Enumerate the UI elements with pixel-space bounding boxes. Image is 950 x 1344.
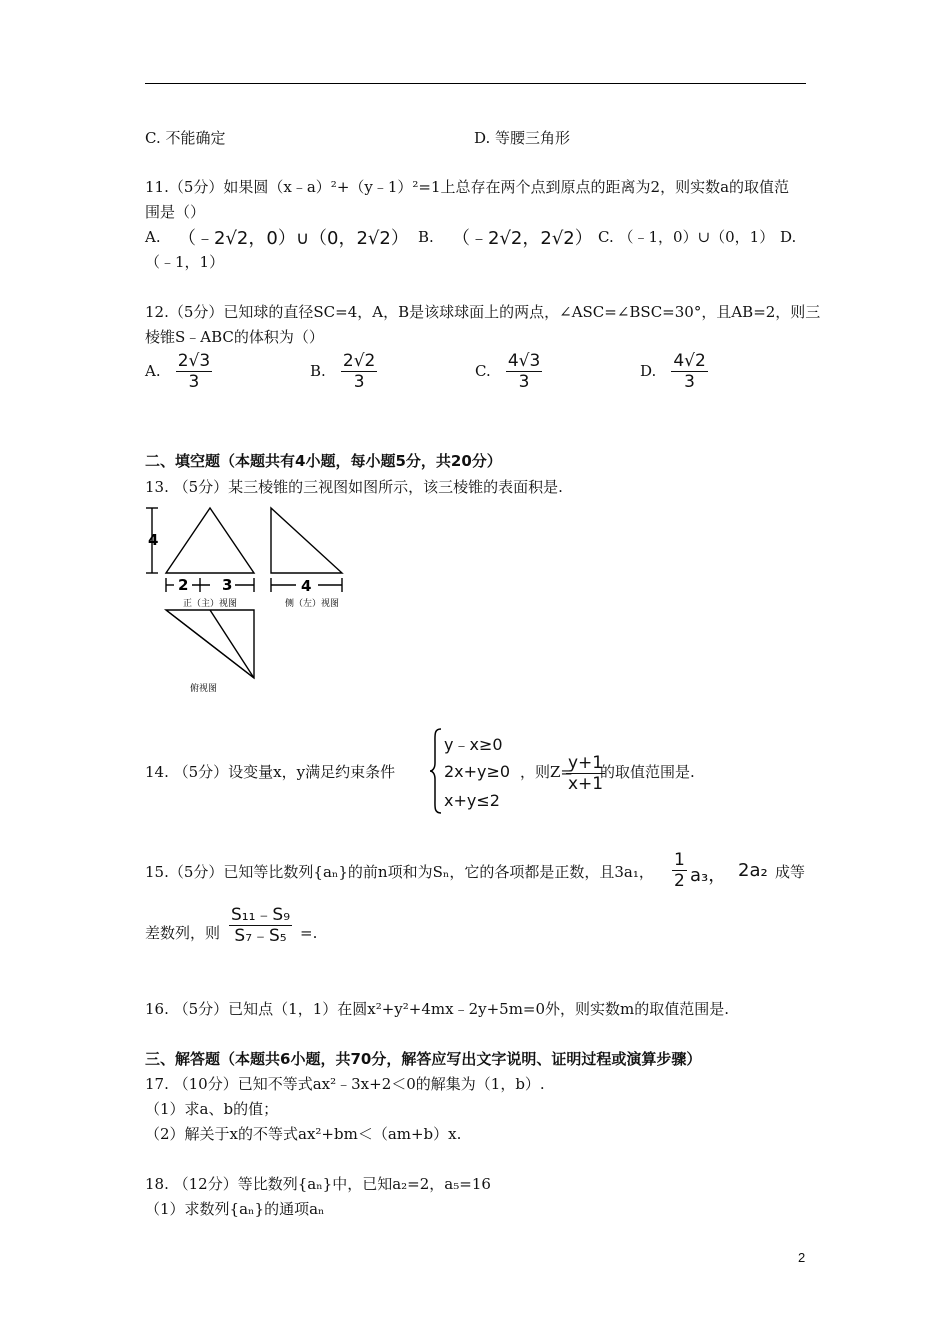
numerator: 1	[674, 850, 685, 870]
option-label: A.	[145, 362, 161, 380]
denominator: 3	[518, 372, 530, 392]
header-rule	[145, 83, 806, 84]
page-number: 2	[798, 1250, 806, 1265]
q15-line2-suffix: =.	[300, 924, 318, 942]
option-fraction	[671, 352, 707, 391]
q13-three-view-figure	[140, 500, 360, 695]
numerator: 2√2	[342, 351, 376, 371]
q14-constraint-1: y﹣x≥0	[444, 735, 503, 754]
q12-stem-line1: 12.（5分）已知球的直径SC=4，A，B是该球球面上的两点，∠ASC=∠BSC=30°，且AB=2，则三	[145, 303, 821, 321]
front-view	[146, 508, 254, 592]
option-fraction	[506, 352, 542, 391]
q12-stem-line2: 棱锥S﹣ABC的体积为（）	[145, 328, 324, 346]
q18-part-1: （1）求数列{aₙ}的通项aₙ	[145, 1200, 325, 1218]
section-2-heading: 二、填空题（本题共有4小题，每小题5分，共20分）	[145, 452, 502, 470]
q11-option-a-expr: （﹣2√2，0）∪（0，2√2）	[178, 228, 409, 249]
q17-stem: 17. （10分）已知不等式ax²﹣3x+2＜0的解集为（1，b）.	[145, 1075, 545, 1093]
numerator: 4√3	[507, 351, 541, 371]
q11-option-c: C. （﹣1，0）∪（0，1）	[598, 228, 775, 246]
denominator: 3	[188, 372, 200, 392]
denominator: S₇﹣S₅	[234, 926, 287, 946]
q12-option-d	[640, 352, 708, 391]
q14-mid-text: ，则Z=	[520, 763, 573, 781]
q11-stem-line2: 围是（）	[145, 203, 206, 221]
denominator: 2	[674, 871, 685, 891]
q15-line2-prefix: 差数列，则	[145, 924, 221, 942]
q13-stem: 13. （5分）某三棱锥的三视图如图所示，该三棱锥的表面积是.	[145, 478, 563, 496]
q16-stem: 16. （5分）已知点（1，1）在圆x²+y²+4mx﹣2y+5m=0外，则实数m的取值范围是.	[145, 1000, 730, 1018]
numerator: 4√2	[673, 351, 706, 371]
dim-side-label: 4	[301, 577, 312, 595]
system-brace-icon	[428, 727, 444, 815]
q12-option-b	[310, 352, 377, 391]
option-label: D.	[640, 362, 657, 380]
denominator: 3	[353, 372, 365, 392]
front-view-caption: 正（主）视图	[183, 599, 238, 609]
q11-option-b-expr: （﹣2√2，2√2）	[452, 228, 593, 249]
numerator: y+1	[568, 753, 604, 773]
option-fraction	[341, 352, 377, 391]
numerator: 2√3	[177, 351, 211, 371]
q12-option-a	[145, 352, 212, 391]
q15-2a2: 2a₂	[738, 860, 768, 881]
q14-suffix: 的取值范围是.	[600, 763, 695, 781]
option-label: B.	[310, 362, 326, 380]
q15-stem-part1: 15.（5分）已知等比数列{aₙ}的前n项和为Sₙ，它的各项都是正数，且3a₁，	[145, 863, 654, 881]
q15-half-fraction	[672, 851, 687, 890]
side-view-caption: 侧（左）视图	[285, 599, 340, 609]
q17-part-2: （2）解关于x的不等式ax²+bm＜（am+b）x.	[145, 1125, 462, 1143]
numerator: S₁₁﹣S₉	[231, 905, 291, 925]
q18-stem: 18. （12分）等比数列{aₙ}中，已知a₂=2，a₅=16	[145, 1175, 491, 1193]
q11-option-b-label: B.	[418, 228, 434, 246]
dim-left-label: 2	[178, 576, 189, 594]
q15-sum-ratio-fraction	[229, 906, 292, 945]
q15-stem-part2: 成等	[775, 863, 806, 881]
denominator: x+1	[568, 774, 604, 794]
q11-option-d-label: D.	[780, 228, 797, 246]
q10-option-c: C. 不能确定	[145, 129, 226, 147]
q11-option-d-value: （﹣1，1）	[145, 253, 225, 271]
top-view-caption: 俯视图	[190, 684, 218, 694]
q10-option-d: D. 等腰三角形	[474, 129, 571, 147]
q14-constraint-3: x+y≤2	[444, 791, 500, 810]
q12-option-c	[475, 352, 542, 391]
q14-prefix: 14. （5分）设变量x，y满足约束条件	[145, 763, 396, 781]
q17-part-1: （1）求a、b的值；	[145, 1100, 279, 1118]
q11-option-a-label: A.	[145, 228, 161, 246]
q14-constraint-2: 2x+y≥0	[444, 762, 511, 781]
option-fraction	[176, 352, 212, 391]
top-view	[166, 610, 254, 678]
dim-height-label: 4	[148, 531, 159, 549]
q15-a3: a₃，	[690, 865, 727, 886]
option-label: C.	[475, 362, 491, 380]
q11-stem-line1: 11.（5分）如果圆（x﹣a）²+（y﹣1）²=1上总存在两个点到原点的距离为2，则实数a的取值范	[145, 178, 790, 196]
denominator: 3	[684, 372, 695, 392]
dim-right-label: 3	[222, 576, 233, 594]
section-3-heading: 三、解答题（本题共6小题，共70分，解答应写出文字说明、证明过程或演算步骤）	[145, 1050, 702, 1068]
